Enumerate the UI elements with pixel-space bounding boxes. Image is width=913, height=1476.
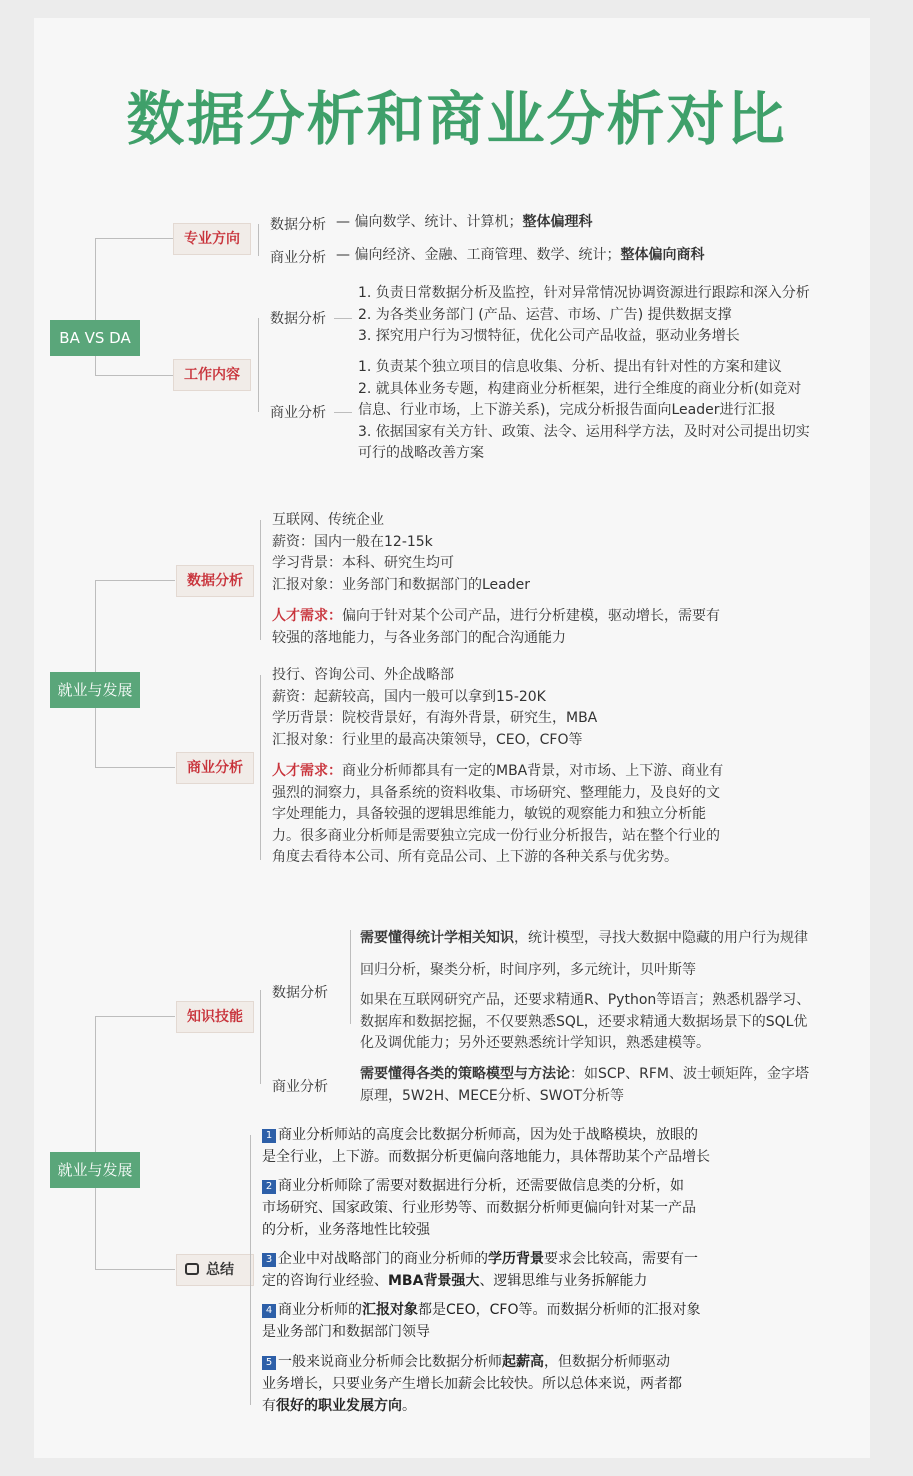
category-skills: 知识技能: [176, 1001, 254, 1033]
connector: [95, 580, 175, 581]
category-summary: 总结: [176, 1254, 254, 1286]
root-ba-vs-da: BA VS DA: [50, 320, 140, 356]
connector: [350, 930, 351, 1024]
category-career-da: 数据分析: [176, 565, 254, 597]
work-da-label: 数据分析: [270, 311, 326, 327]
connector: [95, 1016, 96, 1270]
connector: [260, 520, 261, 640]
connector: [95, 1269, 175, 1270]
connector: [95, 375, 173, 376]
direction-da-label: 数据分析: [270, 217, 326, 233]
summary-item-2: 2 商业分析师除了需要对数据进行分析，还需要做信息类的分析，如 市场研究、国家政策、行业形势等、而数据分析师更偏向针对某一产品 的分析，业务落地性比较强: [262, 1178, 696, 1238]
direction-ba-label: 商业分析: [270, 250, 326, 266]
connector: [258, 224, 259, 256]
root-career-2: 就业与发展: [50, 1152, 140, 1188]
category-career-ba: 商业分析: [176, 752, 254, 784]
skills-ba-label: 商业分析: [272, 1079, 328, 1095]
page-title: 数据分析和商业分析对比: [126, 85, 787, 153]
summary-item-1: 1 商业分析师站的高度会比数据分析师高，因为处于战略模块，放眼的 是全行业，上下游。而数据分析更偏向落地能力，具体帮助某个产品增长: [262, 1127, 710, 1165]
connector: [258, 318, 259, 412]
summary-item-3: 3 企业中对战略部门的商业分析师的学历背景要求会比较高，需要有一 定的咨询行业经验、MBA背景强大、逻辑思维与业务拆解能力: [262, 1251, 698, 1289]
work-ba-lines: 1. 负责某个独立项目的信息收集、分析、提出有针对性的方案和建议 2. 就具体业务专题，构建商业分析框架，进行全维度的商业分析(如竞对 信息、行业市场，上下游关系)，完成分析报告面向Leader进行汇报 3. 依据国家有关方针、政策、法令、运用科学方法，及时对公司提出切实 可行的战略改善方案: [358, 359, 810, 461]
connector: [250, 1135, 251, 1405]
summary-item-4: 4 商业分析师的汇报对象都是CEO，CFO等。而数据分析师的汇报对象 是业务部门和数据部门领导: [262, 1302, 701, 1340]
connector: [95, 767, 175, 768]
connector: [95, 1016, 175, 1017]
skills-ba-text: 需要懂得各类的策略模型与方法论：如SCP、RFM、波士顿矩阵，金字塔 原理，5W2H、MECE分析、SWOT分析等: [360, 1066, 809, 1104]
connector: [260, 990, 261, 1084]
career-ba-info: 投行、咨询公司、外企战略部 薪资：起薪较高，国内一般可以拿到15-20K 学历背景：院校背景好，有海外背景，研究生，MBA 汇报对象：行业里的最高决策领导，CEO，CFO等: [272, 667, 598, 748]
summary-item-5: 5 一般来说商业分析师会比数据分析师起薪高，但数据分析师驱动 业务增长，只要业务产生增长加薪会比较快。所以总体来说，两者都 有很好的职业发展方向。: [262, 1354, 682, 1414]
career-da-talent: 人才需求：偏向于针对某个公司产品，进行分析建模，驱动增长，需要有 较强的落地能力，与各业务部门的配合沟通能力: [272, 608, 720, 646]
category-direction: 专业方向: [173, 223, 251, 255]
work-da-lines: 1. 负责日常数据分析及监控，针对异常情况协调资源进行跟踪和深入分析 2. 为各类业务部门 (产品、运营、市场、广告) 提供数据支撑 3. 探究用户行为习惯特征，优化公司产品收益，驱动业务增长: [358, 285, 810, 344]
skills-da-item-3: 如果在互联网研究产品，还要求精通R、Python等语言；熟悉机器学习、 数据库和数据挖掘，不仅要熟悉SQL，还要求精通大数据场景下的SQL优 化及调优能力；另外还要熟悉统计学知识，熟悉建模等。: [360, 992, 811, 1051]
career-ba-talent: 人才需求：商业分析师都具有一定的MBA背景，对市场、上下游、商业有 强烈的洞察力，具备系统的资料收集、市场研究、整理能力，及良好的文 字处理能力，具备较强的逻辑思维能力，敏锐的观察能力和独立分析能 力。很多商业分析师是需要独立完成一份行业分析报告，站在整个行业的 角度去看待本公司、所有竞品公司、上下游的各种关系与优劣势。: [272, 763, 724, 865]
connector: [334, 412, 352, 413]
direction-da-text: — 偏向数学、统计、计算机；整体偏理科: [336, 214, 593, 230]
direction-ba-text: — 偏向经济、金融、工商管理、数学、统计；整体偏向商科: [336, 247, 705, 263]
connector: [95, 238, 173, 239]
root-career: 就业与发展: [50, 672, 140, 708]
connector: [334, 318, 352, 319]
skills-da-label: 数据分析: [272, 985, 328, 1001]
category-work: 工作内容: [173, 359, 251, 391]
connector: [260, 675, 261, 860]
skills-da-item-2: 回归分析，聚类分析，时间序列，多元统计，贝叶斯等: [360, 962, 696, 978]
career-da-info: 互联网、传统企业 薪资：国内一般在12-15k 学习背景：本科、研究生均可 汇报对象：业务部门和数据部门的Leader: [272, 512, 531, 593]
summary-icon: [185, 1263, 199, 1275]
work-ba-label: 商业分析: [270, 405, 326, 421]
skills-da-item-1: 需要懂得统计学相关知识，统计模型，寻找大数据中隐藏的用户行为规律: [360, 930, 808, 946]
